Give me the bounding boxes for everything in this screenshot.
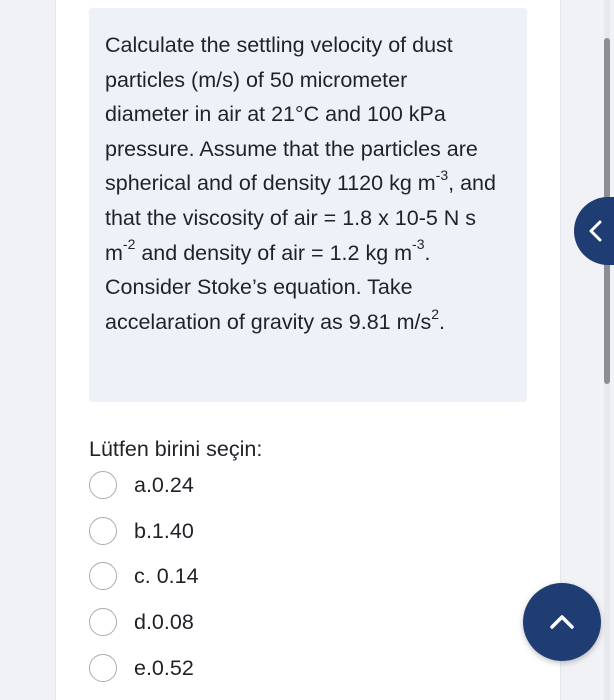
option-label[interactable]: a.0.24 (134, 472, 194, 497)
radio-button[interactable] (89, 562, 117, 590)
question-line: Calculate the settling velocity of dust (105, 33, 453, 57)
question-line: Consider Stoke’s equation. Take (105, 275, 413, 300)
superscript: -2 (122, 236, 136, 253)
question-line (105, 305, 517, 340)
question-line: pressure. Assume that the particles are (105, 136, 478, 161)
side-drawer-tab[interactable] (574, 197, 614, 265)
chevron-up-icon (549, 611, 575, 633)
answer-option-b[interactable] (89, 514, 194, 548)
radio-button[interactable] (89, 608, 117, 636)
answer-option-c[interactable] (89, 559, 199, 593)
question-line: diameter in air at 21°C and 100 kPa (105, 102, 446, 127)
question-line (105, 236, 517, 271)
question-text-segment: . (439, 309, 446, 334)
question-text-segment: accelaration of gravity as 9.81 m/s (105, 309, 432, 334)
radio-button[interactable] (89, 654, 117, 682)
chevron-left-icon (586, 219, 606, 243)
superscript: -3 (435, 167, 449, 184)
option-label[interactable]: b.1.40 (134, 518, 194, 543)
question-line (105, 166, 517, 201)
quiz-page (55, 0, 561, 700)
question-text-segment: and density of air = 1.2 kg m (135, 240, 413, 265)
answer-prompt: Lütfen birini seçin: (89, 437, 263, 461)
question-text-segment: m (105, 240, 123, 265)
option-label[interactable]: c. 0.14 (134, 563, 199, 588)
scrollbar[interactable] (604, 0, 610, 700)
option-label[interactable]: d.0.08 (134, 609, 194, 634)
superscript: -3 (412, 236, 425, 253)
answer-option-d[interactable] (89, 605, 194, 639)
radio-button[interactable] (89, 517, 117, 545)
answer-option-a[interactable] (89, 468, 194, 502)
option-label[interactable]: e.0.52 (134, 655, 194, 680)
question-text (105, 28, 517, 339)
question-text-segment: spherical and of density 1120 kg m (105, 171, 436, 196)
question-line: particles (m/s) of 50 micrometer (105, 67, 408, 92)
answer-option-e[interactable] (89, 651, 194, 685)
question-text-segment: . (424, 240, 431, 265)
question-line: that the viscosity of air = 1.8 x 10-5 N s (105, 205, 477, 230)
question-text-segment: , and (448, 171, 496, 196)
radio-button[interactable] (89, 471, 117, 499)
question-box (89, 8, 527, 402)
superscript: 2 (431, 305, 440, 322)
scroll-to-top-button[interactable] (523, 583, 601, 661)
